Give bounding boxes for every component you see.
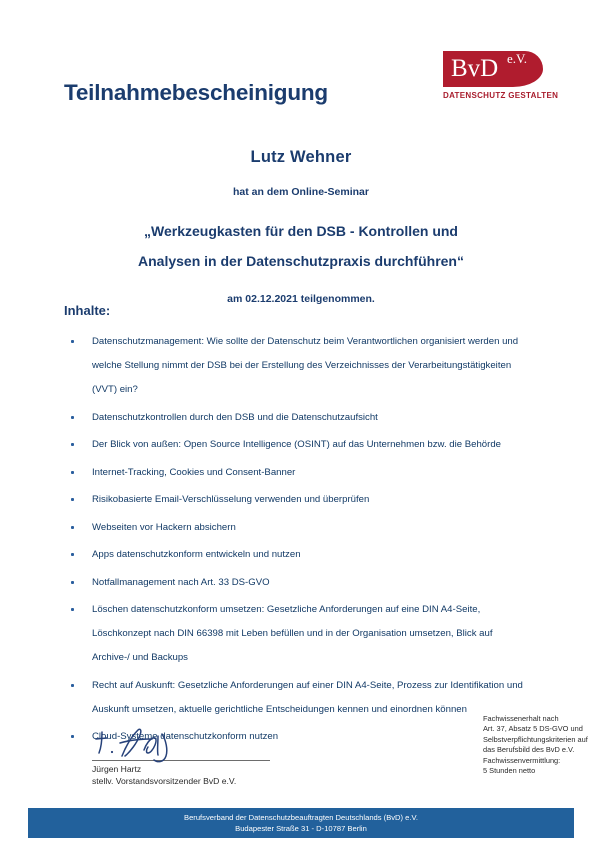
bullet-icon <box>71 684 74 687</box>
bullet-icon <box>71 581 74 584</box>
list-item-label: Datenschutzkontrollen durch den DSB und die Datenschutzaufsicht <box>92 411 378 423</box>
list-item <box>64 571 524 595</box>
list-item-label: Risikobasierte Email-Verschlüsselung verwenden und überprüfen <box>92 494 370 505</box>
logo-mark-box <box>443 51 543 87</box>
certificate-header <box>0 44 602 110</box>
list-item-label: Löschen datenschutzkonform umsetzen: Gesetzliche Anforderungen auf eine DIN A4-Seite, Löschkonzept nach DIN 66398 mit Leben befüllen und in der Organisation umsetzen, Blick auf Archive-/ und Backups <box>92 604 493 663</box>
participant-name: Lutz Wehner <box>250 148 352 166</box>
note-line-4: das Berufsbild des BvD e.V. <box>483 745 575 755</box>
bullet-icon <box>71 498 74 501</box>
logo-tagline: DATENSCHUTZ GESTALTEN <box>443 91 559 100</box>
page-title: Teilnahmebescheinigung <box>64 80 328 105</box>
list-item <box>64 598 524 670</box>
list-item-label: Datenschutzmanagement: Wie sollte der Datenschutz beim Verantwortlichen organisiert werden und welche Stellung nimmt der DSB bei der Erstellung des Verzeichnisses der Verarbeitungstätigkeiten (VVT) ein? <box>92 336 519 395</box>
list-item-label: Webseiten vor Hackern absichern <box>92 521 236 533</box>
list-item <box>64 543 524 567</box>
signature-block <box>92 726 292 786</box>
note-line-2: Art. 37, Absatz 5 DS-GVO und <box>483 724 583 734</box>
bullet-icon <box>71 526 74 529</box>
bullet-icon <box>71 735 74 738</box>
attendance-date: am 02.12.2021 teilgenommen. <box>227 293 375 305</box>
bullet-icon <box>71 340 74 343</box>
list-item <box>64 516 524 540</box>
list-item-label: Internet-Tracking, Cookies und Consent-Banner <box>92 466 296 478</box>
page-footer <box>28 808 574 838</box>
list-item-label: Apps datenschutzkonform entwickeln und nutzen <box>92 549 301 560</box>
signature-mark <box>92 726 292 762</box>
signatory-role: stellv. Vorstandsvorsitzender BvD e.V. <box>92 776 237 786</box>
footer-address: Budapester Straße 31 - D-10787 Berlin <box>235 824 367 833</box>
bullet-icon <box>71 416 74 419</box>
logo-suffix-text: e.V. <box>507 51 527 66</box>
list-item <box>64 406 524 430</box>
bullet-icon <box>71 471 74 474</box>
seminar-title-line-1: „Werkzeugkasten für den DSB - Kontrollen und <box>144 223 458 239</box>
list-item <box>64 330 524 402</box>
list-item-label: Recht auf Auskunft: Gesetzliche Anforderungen auf einer DIN A4-Seite, Prozess zur Identifikation und Auskunft umsetzen, aktuelle gerichtliche Entscheidungen kennen und einordnen können <box>92 679 523 715</box>
signatory-name: Jürgen Hartz <box>92 764 142 774</box>
list-item-label: Der Blick von außen: Open Source Intelligence (OSINT) auf das Unternehmen bzw. die Behörde <box>92 439 502 450</box>
contents-heading: Inhalte: <box>64 303 111 318</box>
list-item-label: Notfallmanagement nach Art. 33 DS-GVO <box>92 576 270 588</box>
note-line-1: Fachwissenerhalt nach <box>483 714 559 723</box>
contents-list <box>64 330 524 753</box>
footer-organisation: Berufsverband der Datenschutzbeauftragten Deutschlands (BvD) e.V. <box>184 813 418 822</box>
list-item-label: Cloud-Systeme datenschutzkonform nutzen <box>92 731 279 742</box>
seminar-title-line-2: Analysen in der Datenschutzpraxis durchführen“ <box>138 253 464 269</box>
list-item <box>64 674 524 722</box>
bullet-icon <box>71 443 74 446</box>
bvd-logo <box>443 51 559 100</box>
list-item <box>64 461 524 485</box>
list-item <box>64 433 524 457</box>
note-line-5: Fachwissenvermittlung: <box>483 755 561 765</box>
note-line-3: Selbstverpflichtungskriterien auf <box>483 734 588 744</box>
qualification-note <box>483 714 595 776</box>
preamble-text: hat an dem Online-Seminar <box>233 186 369 198</box>
seminar-title <box>0 216 602 276</box>
certificate-statement <box>0 148 602 305</box>
bullet-icon <box>71 608 74 611</box>
note-line-6: 5 Stunden netto <box>483 766 536 776</box>
logo-mark-text: BvD <box>451 55 499 82</box>
bullet-icon <box>71 553 74 556</box>
list-item <box>64 488 524 512</box>
